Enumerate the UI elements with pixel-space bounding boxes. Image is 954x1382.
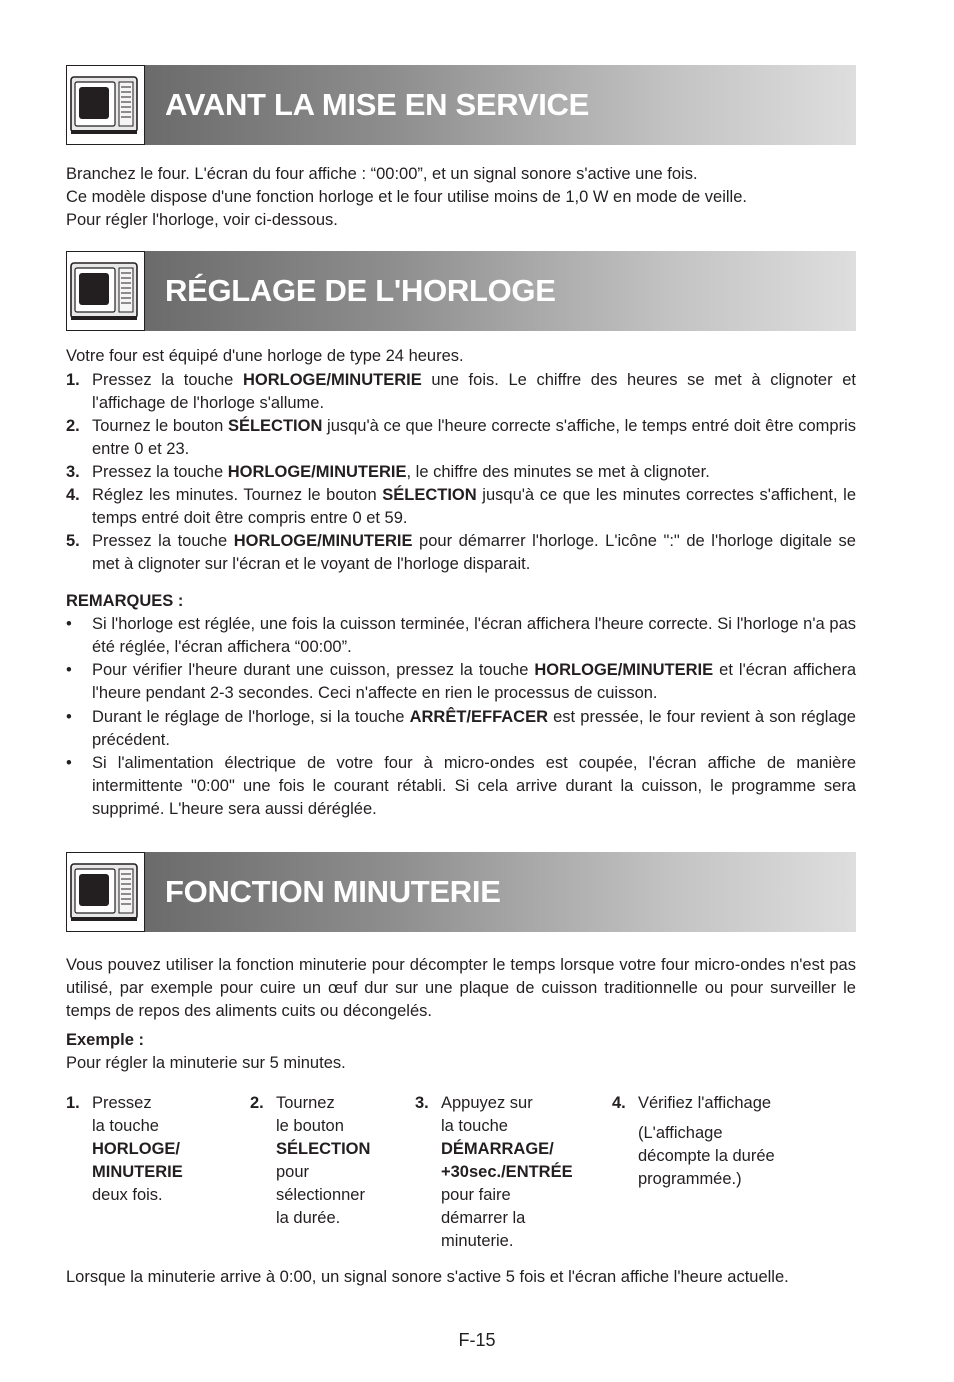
step-item: 5. Pressez la touche HORLOGE/MINUTERIE pour démarrer l'horloge. L'icône ":" de l'horloge digitale se met à clignoter sur l'écran et le voyant de l'horloge disparait. — [66, 532, 856, 573]
step-number: 1. — [66, 1094, 80, 1112]
step-number: 4. — [612, 1094, 626, 1112]
key-name: +30sec./ENTRÉE — [441, 1163, 573, 1181]
bullet: • — [66, 661, 72, 679]
exemple-text: Pour régler la minuterie sur 5 minutes. — [66, 1054, 346, 1072]
microwave-icon — [66, 852, 145, 932]
note-item: • Si l'alimentation électrique de votre four à micro-ondes est coupée, l'écran affiche de manière intermittente "0:00" une fois le courant rétabli. Si cela arrive durant la cuisson, le programme sera supprimé. L'heure sera aussi déréglée. — [66, 754, 856, 818]
key-name: HORLOGE/MINUTERIE — [242, 371, 422, 389]
key-name: HORLOGE/MINUTERIE — [227, 463, 407, 481]
step-item: 1. Pressez la touche HORLOGE/MINUTERIE une fois. Le chiffre des heures se met à clignoter et l'affichage de l'horloge s'allume. — [66, 371, 856, 412]
step-item: 2. Tournez le bouton SÉLECTION jusqu'à ce que l'heure correcte s'affiche, le temps entré doit être compris entre 0 et 23. — [66, 417, 856, 458]
note-item: • Pour vérifier l'heure durant une cuisson, pressez la touche HORLOGE/MINUTERIE et l'écran affichera l'heure pendant 2-3 secondes. Ceci n'affecte en rien le processus de cuisson. — [66, 661, 856, 702]
note-item: • Durant le réglage de l'horloge, si la touche ARRÊT/EFFACER est pressée, le four revient à son réglage précédent. — [66, 708, 856, 749]
paragraph: Ce modèle dispose d'une fonction horloge et le four utilise moins de 1,0 W en mode de veille. — [66, 188, 747, 206]
remarques-label: REMARQUES : — [66, 592, 184, 610]
paragraph: Pour régler l'horloge, voir ci-dessous. — [66, 211, 338, 229]
step-number: 3. — [66, 463, 80, 481]
key-name: ARRÊT/EFFACER — [409, 708, 548, 726]
section-title: RÉGLAGE DE L'HORLOGE — [165, 273, 556, 308]
section-title: AVANT LA MISE EN SERVICE — [165, 87, 589, 122]
bullet: • — [66, 754, 72, 772]
step-number: 5. — [66, 532, 80, 550]
key-name: HORLOGE/MINUTERIE — [534, 661, 714, 679]
section-title: FONCTION MINUTERIE — [165, 874, 501, 909]
section-header-reglage — [66, 251, 856, 331]
section-header-avant — [66, 65, 856, 145]
section-header-minuterie — [66, 852, 856, 932]
key-name: SÉLECTION — [276, 1140, 371, 1158]
minuterie-intro: Vous pouvez utiliser la fonction minuterie pour décompter le temps lorsque votre four micro-ondes n'est pas utilisé, par exemple pour cuire un œuf dur sur une plaque de cuisson traditionnelle ou pour surveiller le temps de repos des aliments cuits ou décongelés. — [66, 956, 856, 1020]
step-number: 2. — [66, 417, 80, 435]
key-name: SÉLECTION — [227, 417, 323, 435]
step-item: 3. Pressez la touche HORLOGE/MINUTERIE, le chiffre des minutes se met à clignoter. — [66, 461, 856, 484]
reglage-intro: Votre four est équipé d'une horloge de type 24 heures. — [66, 347, 464, 365]
page-number: F-15 — [458, 1330, 496, 1350]
key-name: SÉLECTION — [382, 486, 477, 504]
key-name: MINUTERIE — [92, 1163, 183, 1181]
paragraph: Branchez le four. L'écran du four affiche : “00:00”, et un signal sonore s'active une fois. — [66, 165, 698, 183]
step-number: 4. — [66, 486, 80, 504]
key-name: DÉMARRAGE/ — [441, 1140, 554, 1158]
microwave-icon — [66, 65, 145, 145]
step-number: 3. — [415, 1094, 429, 1112]
bullet: • — [66, 615, 72, 633]
step-number: 1. — [66, 371, 80, 389]
step-item: 4. Réglez les minutes. Tournez le bouton SÉLECTION jusqu'à ce que les minutes correctes s'affichent, le temps entré doit être compris entre 0 et 59. — [66, 486, 856, 527]
note-item: • Si l'horloge est réglée, une fois la cuisson terminée, l'écran affichera l'heure correcte. Si l'horloge n'a pas été réglée, l'écran affichera “00:00”. — [66, 615, 856, 656]
step-number: 2. — [250, 1094, 264, 1112]
key-name: HORLOGE/MINUTERIE — [233, 532, 413, 550]
microwave-icon — [66, 251, 145, 331]
closing-paragraph: Lorsque la minuterie arrive à 0:00, un signal sonore s'active 5 fois et l'écran affiche l'heure actuelle. — [66, 1268, 789, 1286]
bullet: • — [66, 708, 72, 726]
key-name: HORLOGE/ — [92, 1140, 181, 1158]
exemple-label: Exemple : — [66, 1031, 144, 1049]
